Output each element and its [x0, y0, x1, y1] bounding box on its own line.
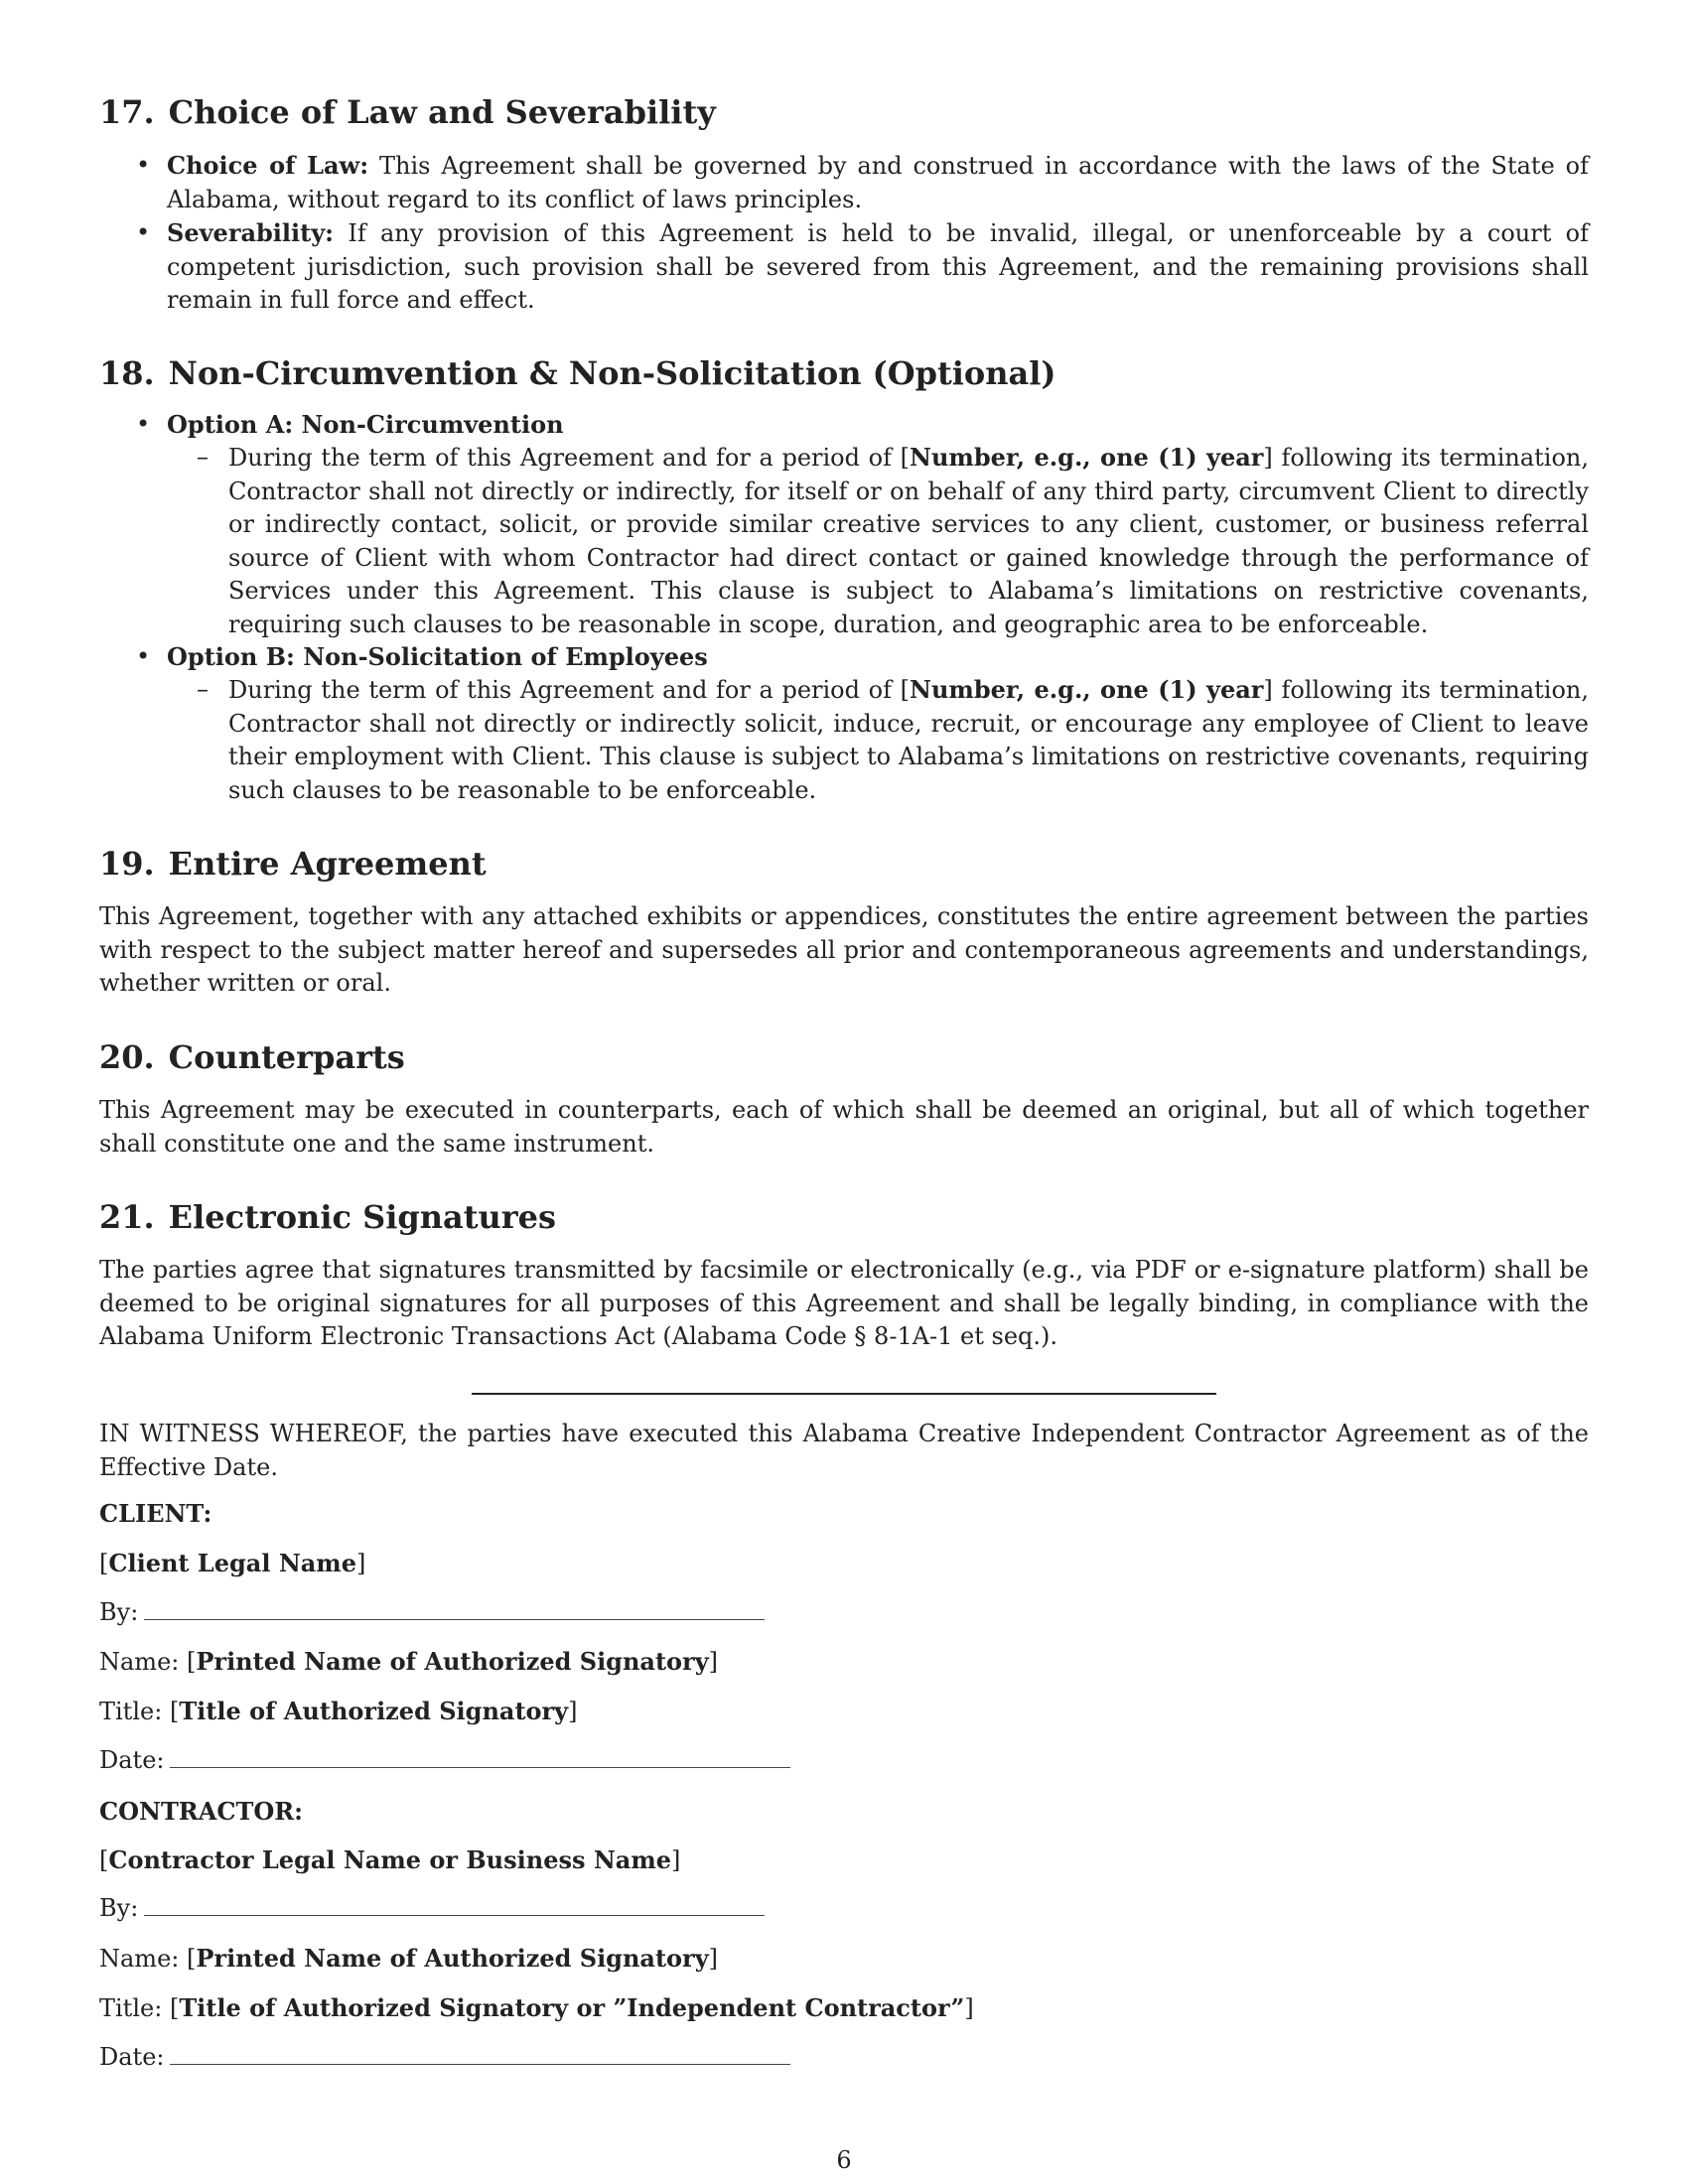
bullet-icon: •: [136, 410, 151, 438]
section-20-heading: [99, 1037, 405, 1077]
section-number: 17.: [99, 93, 155, 131]
section-title: Choice of Law and Severability: [168, 93, 716, 131]
client-title-line: Title: [Title of Authorized Signatory]: [99, 1697, 578, 1725]
option-b-label: Option B: Non-Solicitation of Employees: [167, 642, 708, 671]
page-number: 6: [836, 2146, 852, 2174]
section-19-heading: [99, 844, 487, 884]
contractor-name-line: Name: [Printed Name of Authorized Signatory]: [99, 1944, 719, 1973]
divider: [472, 1393, 1216, 1395]
item-label: Severability:: [167, 218, 335, 247]
bullet-icon: •: [136, 218, 151, 246]
fill-in-blank: Contractor Legal Name or Business Name: [108, 1845, 671, 1874]
contractor-by-line: By:: [99, 1892, 765, 1926]
section-title: Electronic Signatures: [168, 1198, 557, 1236]
client-legal-name: [Client Legal Name]: [99, 1549, 366, 1577]
section-20-body: This Agreement may be executed in counterparts, each of which shall be deemed an original, but all of which together shall constitute one and the same instrument.: [99, 1096, 1589, 1158]
section-21-body: The parties agree that signatures transmitted by facsimile or electronically (e.g., via PDF or e-signature platform) shall be deemed to be original signatures for all purposes of this Agreement and shall be legally binding, in compliance with the Alabama Uniform Electronic Transactions Act (Alabama Code § 8-1A-1 et seq.).: [99, 1256, 1589, 1350]
date-line[interactable]: [170, 2063, 790, 2065]
fill-in-blank: Client Legal Name: [108, 1549, 356, 1577]
section-number: 19.: [99, 845, 155, 883]
fill-in-blank: Title of Authorized Signatory: [179, 1697, 569, 1725]
dash-icon: –: [197, 675, 209, 703]
signature-line[interactable]: [144, 1914, 765, 1916]
section-title: Non-Circumvention & Non-Solicitation (Optional): [168, 354, 1056, 392]
section-18-heading: [99, 353, 1056, 393]
item-text: If any provision of this Agreement is held to be invalid, illegal, or unenforceable by a court of competent jurisdiction, such provision shall be severed from this Agreement, and the remaining provisions shall remain in full force and effect.: [167, 219, 1589, 314]
signature-line[interactable]: [144, 1618, 765, 1620]
contractor-title-line: Title: [Title of Authorized Signatory or ”Independent Contractor”]: [99, 1993, 974, 2022]
fill-in-blank: Number, e.g., one (1) year: [910, 443, 1264, 472]
section-21-heading: [99, 1197, 556, 1237]
option-a-text: During the term of this Agreement and for a period of [Number, e.g., one (1) year] following its termination, Contractor shall not directly or indirectly, for itself or on behalf of any third party, circumvent Client to directly or indirectly contact, solicit, or provide similar creative services to any client, customer, or business referral source of Client with whom Contractor had direct contact or gained knowledge through the performance of Services under this Agreement. This clause is subject to Alabama’s limitations on restrictive covenants, requiring such clauses to be reasonable in scope, duration, and geographic area to be enforceable.: [228, 443, 1590, 638]
client-name-line: Name: [Printed Name of Authorized Signatory]: [99, 1647, 719, 1676]
client-by-line: By:: [99, 1596, 765, 1630]
item-text: This Agreement shall be governed by and construed in accordance with the laws of the State of Alabama, without regard to its conflict of laws principles.: [167, 152, 1590, 213]
witness-clause: IN WITNESS WHEREOF, the parties have executed this Alabama Creative Independent Contractor Agreement as of the Effective Date.: [99, 1420, 1589, 1481]
section-17-heading: [99, 92, 716, 132]
contractor-legal-name: [Contractor Legal Name or Business Name]: [99, 1845, 681, 1874]
fill-in-blank: Printed Name of Authorized Signatory: [196, 1647, 709, 1676]
section-number: 20.: [99, 1038, 155, 1076]
fill-in-blank: Title of Authorized Signatory or ”Independent Contractor”: [179, 1993, 965, 2022]
contractor-heading: CONTRACTOR:: [99, 1797, 304, 1826]
date-line[interactable]: [170, 1766, 790, 1768]
item-label: Choice of Law:: [167, 151, 369, 180]
dash-icon: –: [197, 443, 209, 471]
section-number: 21.: [99, 1198, 155, 1236]
section-title: Entire Agreement: [168, 845, 487, 883]
client-date-line: Date:: [99, 1744, 790, 1778]
bullet-icon: •: [136, 151, 151, 179]
fill-in-blank: Number, e.g., one (1) year: [910, 675, 1264, 704]
contractor-date-line: Date:: [99, 2041, 790, 2075]
fill-in-blank: Printed Name of Authorized Signatory: [196, 1944, 709, 1973]
list-item-severability: [167, 216, 1589, 318]
section-number: 18.: [99, 354, 155, 392]
section-19-body: This Agreement, together with any attached exhibits or appendices, constitutes the entire agreement between the parties with respect to the subject matter hereof and supersedes all prior and contemporaneous agreements and understandings, whether written or oral.: [99, 902, 1589, 997]
option-a-label: Option A: Non-Circumvention: [167, 410, 564, 439]
bullet-icon: •: [136, 642, 151, 670]
section-title: Counterparts: [168, 1038, 405, 1076]
option-b-text: During the term of this Agreement and for a period of [Number, e.g., one (1) year] following its termination, Contractor shall not directly or indirectly solicit, induce, recruit, or encourage any employee of Client to leave their employment with Client. This clause is subject to Alabama’s limitations on restrictive covenants, requiring such clauses to be reasonable to be enforceable.: [228, 675, 1590, 804]
client-heading: CLIENT:: [99, 1499, 212, 1528]
list-item-choice-of-law: [167, 149, 1589, 216]
